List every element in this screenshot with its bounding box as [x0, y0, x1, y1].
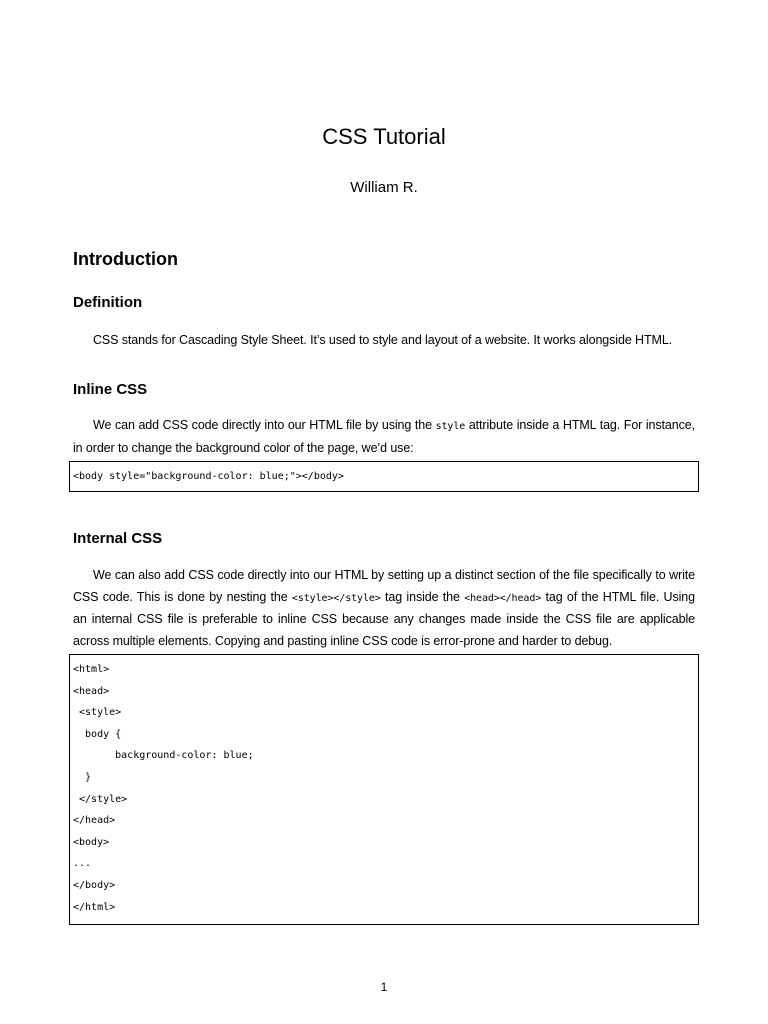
code-line: } — [73, 771, 92, 783]
internal-css-paragraph — [73, 565, 695, 653]
code-line: <style> — [73, 707, 122, 719]
page-number: 1 — [380, 980, 388, 994]
subsection-heading-internal-css: Internal CSS — [73, 530, 163, 547]
code-line: </body> — [73, 879, 116, 891]
document-author: William R. — [350, 179, 418, 196]
internal-css-text-3: tag of the HTML file. Using an internal CSS file is preferable to inline CSS because any changes made inside the CSS file are applicable across multiple elements. Copying and pasting inline CSS code is error-prone and harder to debug. — [73, 589, 695, 649]
inline-code-style: style — [435, 421, 466, 432]
code-line: <head> — [73, 685, 110, 697]
code-line: <body style="background-color: blue;"></body> — [73, 471, 344, 482]
code-line: <html> — [73, 664, 110, 675]
code-line: background-color: blue; — [73, 750, 254, 762]
inline-code-head-tag: <head></head> — [464, 592, 542, 604]
inline-code-style-tag: <style></style> — [291, 592, 381, 604]
internal-css-text-2: tag inside the — [380, 589, 465, 604]
section-heading-introduction: Introduction — [73, 249, 178, 269]
inline-css-code-block — [69, 461, 699, 492]
subsection-heading-inline-css: Inline CSS — [73, 381, 148, 398]
code-line: <body> — [73, 836, 110, 848]
internal-css-text-1: We can also add CSS code directly into our HTML by setting up a distinct section of the file specifically to write CSS code. This is done by nesting the — [73, 568, 695, 604]
code-line: body { — [73, 728, 122, 740]
internal-css-code-block — [69, 654, 699, 925]
inline-css-paragraph — [73, 415, 695, 459]
inline-css-text-2: attribute inside a HTML tag. For instance, in order to change the background color of the page, we’d use: — [73, 418, 696, 455]
subsection-heading-definition: Definition — [73, 294, 143, 311]
definition-paragraph: CSS stands for Cascading Style Sheet. It’s used to style and layout of a website. It works alongside HTML. — [93, 333, 673, 347]
code-line: ... — [73, 858, 92, 870]
code-line: </head> — [73, 815, 116, 827]
code-line: </style> — [73, 793, 128, 805]
inline-css-text-1: We can add CSS code directly into our HTML file by using the — [93, 418, 436, 432]
document-title: CSS Tutorial — [322, 124, 446, 149]
code-line: </html> — [73, 901, 116, 913]
